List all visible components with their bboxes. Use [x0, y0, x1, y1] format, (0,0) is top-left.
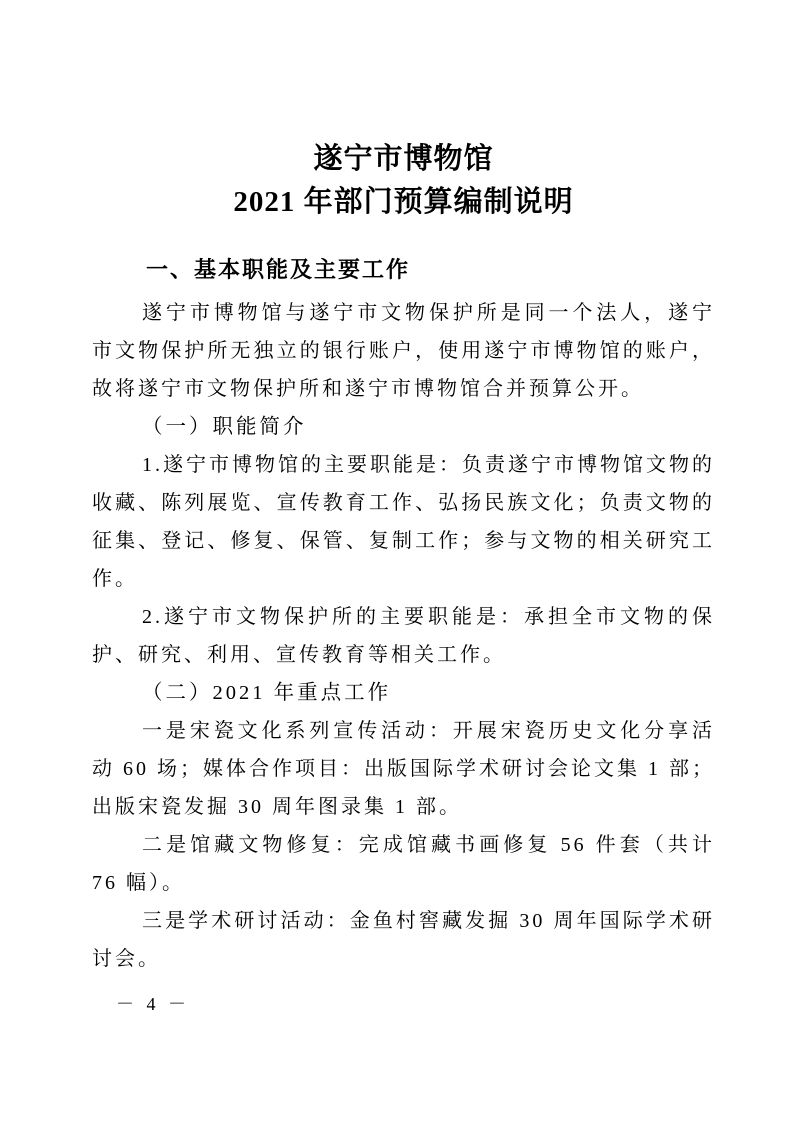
document-title-line-2: 2021 年部门预算编制说明 — [233, 186, 574, 218]
document-title — [92, 138, 715, 224]
subheading-2021-key-work: （二）2021 年重点工作 — [142, 682, 392, 704]
paragraph-museum-main-functions: 1.遂宁市博物馆的主要职能是：负责遂宁市博物馆文物的收藏、陈列展览、宣传教育工作、弘扬民族文化；负责文物的征集、登记、修复、保管、复制工作；参与文物的相关研究工作。 — [92, 454, 715, 590]
paragraph-song-porcelain-activities: 一是宋瓷文化系列宣传活动：开展宋瓷历史文化分享活动 60 场；媒体合作项目：出版国际学术研讨会论文集 1 部；出版宋瓷发掘 30 周年图录集 1 部。 — [92, 720, 715, 818]
section-heading-basic-functions: 一、基本职能及主要工作 — [146, 257, 411, 282]
document-title-line-1: 遂宁市博物馆 — [313, 143, 494, 175]
paragraph-relic-restoration: 二是馆藏文物修复：完成馆藏书画修复 56 件套（共计 76 幅）。 — [92, 834, 715, 894]
paragraph-legal-entity-intro: 遂宁市博物馆与遂宁市文物保护所是同一个法人，遂宁市文物保护所无独立的银行账户，使用遂宁市博物馆的账户，故将遂宁市文物保护所和遂宁市博物馆合并预算公开。 — [92, 302, 715, 400]
subheading-functions-overview: （一）职能简介 — [142, 416, 307, 438]
page-number: － 4 － — [116, 994, 190, 1014]
paragraph-academic-seminar: 三是学术研讨活动：金鱼村窖藏发掘 30 周年国际学术研讨会。 — [92, 910, 715, 970]
paragraph-protection-office-functions: 2.遂宁市文物保护所的主要职能是：承担全市文物的保护、研究、利用、宣传教育等相关工作。 — [92, 606, 715, 666]
